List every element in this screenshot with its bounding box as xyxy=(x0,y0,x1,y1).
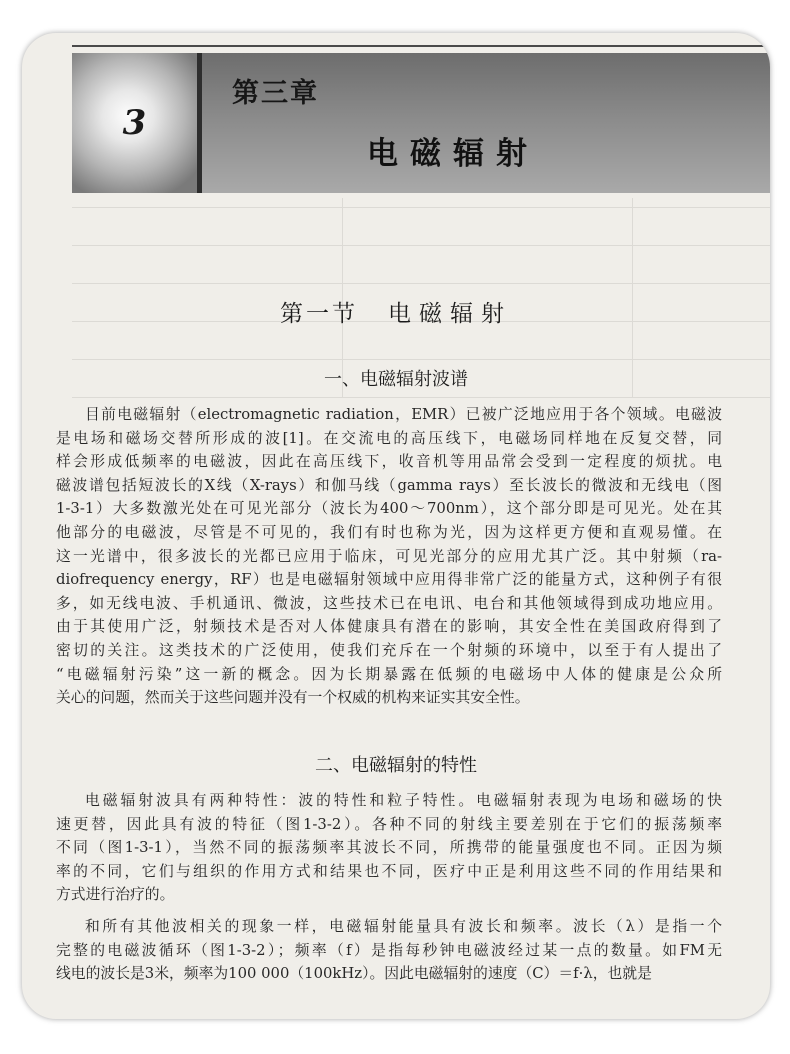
section-title xyxy=(22,295,770,328)
subsection-heading-1: 一、电磁辐射波谱 xyxy=(324,369,468,390)
text-line: 线电的波长是3米，频率为100 000（100kHz）。因此电磁辐射的速度（C）＝f·λ，也就是 xyxy=(56,965,652,983)
section-name: 电磁辐射 xyxy=(388,301,512,327)
text-line: 样会形成低频率的电磁波，因此在高压线下，收音机等用品常会受到一定程度的烦扰。电 xyxy=(56,453,722,471)
chapter-number: 3 xyxy=(122,103,147,143)
text-line: diofrequency energy，RF）也是电磁辐射领域中应用得非常广泛的能量方式，这种例子有很 xyxy=(56,571,722,589)
text-line: 速更替，因此具有波的特征（图1-3-2）。各种不同的射线主要差别在于它们的振荡频率 xyxy=(56,815,722,833)
text-line: 方式进行治疗的。 xyxy=(56,886,175,904)
text-line: 多，如无线电波、手机通讯、微波，这些技术已在电讯、电台和其他领域得到成功地应用。 xyxy=(56,594,722,612)
text-line: 这一光谱中，很多波长的光都已应用于临床，可见光部分的应用尤其广泛。其中射频（ra- xyxy=(56,547,722,565)
paragraph xyxy=(56,915,722,986)
header-rule xyxy=(72,45,770,47)
text-line: 1-3-1）大多数激光处在可见光部分（波长为400～700nm），这个部分即是可见光。处在其 xyxy=(56,500,722,518)
text-line: “电磁辐射污染”这一新的概念。因为长期暴露在低频的电磁场中人体的健康是公众所 xyxy=(56,665,722,683)
text-line: 磁波谱包括短波长的X线（X-rays）和伽马线（gamma rays）至长波长的微波和无线电（图 xyxy=(56,476,722,494)
paragraph xyxy=(56,403,722,710)
text-line: 和所有其他波相关的现象一样，电磁辐射能量具有波长和频率。波长（λ）是指一个 xyxy=(85,918,722,935)
text-line: 电磁辐射波具有两种特性：波的特性和粒子特性。电磁辐射表现为电场和磁场的快 xyxy=(85,792,722,809)
subsection-heading-2: 二、电磁辐射的特性 xyxy=(315,755,477,776)
text-line: 关心的问题，然而关于这些问题并没有一个权威的机构来证实其安全性。 xyxy=(56,689,530,707)
text-line: 密切的关注。这类技术的广泛使用，使我们充斥在一个射频的环境中，以至于有人提出了 xyxy=(56,641,722,659)
text-line: 目前电磁辐射（electromagnetic radiation，EMR）已被广泛地应用于各个领域。电磁波 xyxy=(85,406,722,423)
text-line: 完整的电磁波循环（图1-3-2）；频率（f）是指每秒钟电磁波经过某一点的数量。如FM无 xyxy=(56,941,722,959)
text-line: 不同（图1-3-1），当然不同的振荡频率其波长不同，所携带的能量强度也不同。正因为频 xyxy=(56,839,722,857)
chapter-number-badge xyxy=(72,53,197,193)
chapter-title: 电磁辐射 xyxy=(367,136,539,172)
chapter-divider xyxy=(197,53,202,193)
text-line: 他部分的电磁波，尽管是不可见的，我们有时也称为光，因为这样更方便和直观易懂。在 xyxy=(56,523,722,541)
chapter-label: 第三章 xyxy=(232,78,319,109)
text-line: 是电场和磁场交替所形成的波[1]。在交流电的高压线下，电磁场同样地在反复交替，同 xyxy=(56,429,722,447)
paragraph xyxy=(56,789,722,907)
text-line: 率的不同，它们与组织的作用方式和结果也不同，医疗中正是利用这些不同的作用结果和 xyxy=(56,862,722,880)
text-line: 由于其使用广泛，射频技术是否对人体健康具有潜在的影响，其安全性在美国政府得到了 xyxy=(56,618,722,636)
book-page-photo xyxy=(22,33,770,1019)
section-number: 第一节 xyxy=(280,301,358,327)
